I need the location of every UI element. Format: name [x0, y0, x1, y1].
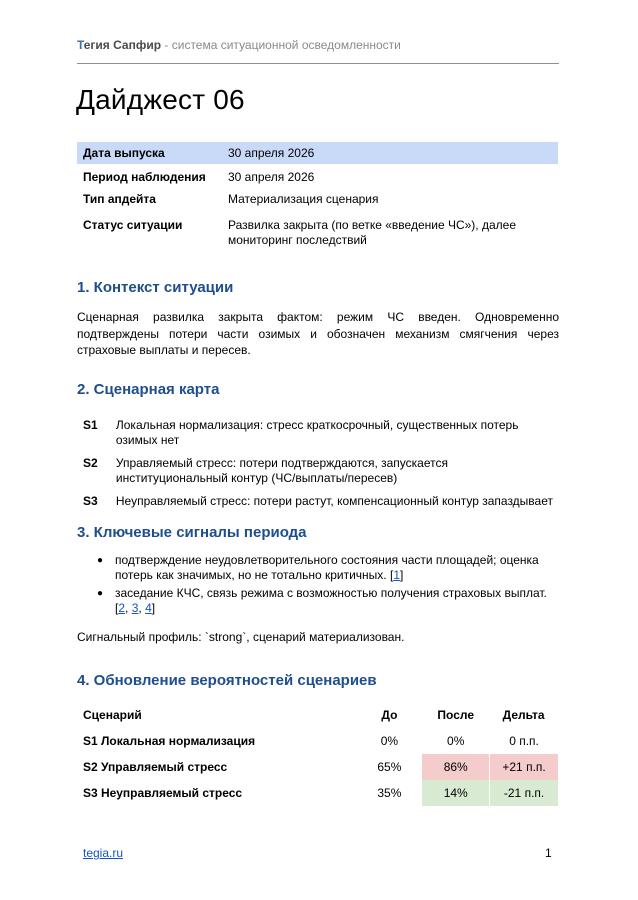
- table-header-row: [77, 702, 558, 728]
- meta-row: [77, 188, 558, 212]
- probability-before: 35%: [377, 785, 402, 800]
- scenario-row: [77, 494, 559, 509]
- signal-text: заседание КЧС, связь режима с возможностью получения страховых выплат.: [115, 586, 547, 600]
- scenario-text: Неуправляемый стресс: потери растут, компенсационный контур запаздывает: [115, 494, 553, 508]
- scenario-name: S2 Управляемый стресс: [83, 759, 228, 774]
- scenario-id: S3: [83, 494, 98, 508]
- page-title: Дайджест 06: [76, 84, 245, 115]
- section-heading-context: 1. Контекст ситуации: [77, 279, 234, 296]
- signals-list: [77, 553, 559, 619]
- signal-profile: Сигнальный профиль: `strong`, сценарий материализован.: [77, 630, 405, 644]
- probability-before: 0%: [380, 733, 399, 748]
- reference-link[interactable]: 4: [145, 601, 152, 615]
- probability-before: 65%: [377, 759, 402, 774]
- meta-row: [77, 164, 558, 188]
- reference-link[interactable]: 2: [118, 601, 126, 615]
- meta-value: Развилка закрыта (по ветке «введение ЧС»), далее мониторинг последствий: [228, 218, 516, 247]
- scenario-text: Локальная нормализация: стресс краткосрочный, существенных потерь озимых нет: [115, 418, 519, 447]
- table-row: [77, 754, 558, 780]
- meta-key: Тип апдейта: [83, 192, 156, 206]
- probability-delta: 0 п.п.: [489, 728, 558, 754]
- scenario-name: S1 Локальная нормализация: [83, 733, 256, 748]
- meta-value: 30 апреля 2026: [228, 170, 315, 184]
- column-header: До: [381, 707, 398, 722]
- probability-table: [77, 702, 558, 806]
- brand-name: Тегия Сапфир: [77, 38, 162, 52]
- reference-link[interactable]: 1: [393, 568, 400, 582]
- probability-delta: -21 п.п.: [489, 780, 558, 806]
- meta-value: Материализация сценария: [228, 192, 379, 206]
- probability-after: 0%: [447, 733, 465, 748]
- list-item: ● заседание КЧС, связь режима с возможностью получения страховых выплат. [2, 3, 4]: [97, 586, 547, 615]
- signal-text: подтверждение неудовлетворительного состояния части площадей; оценка потерь как значимых, но не тотально критичных.: [115, 553, 539, 582]
- bullet-dot-icon: ●: [97, 555, 104, 566]
- scenario-id: S1: [83, 418, 98, 432]
- meta-key: Период наблюдения: [83, 170, 206, 184]
- meta-key: Статус ситуации: [83, 218, 183, 232]
- meta-value: 30 апреля 2026: [222, 142, 558, 164]
- bullet-dot-icon: ●: [97, 588, 104, 599]
- table-row: [77, 728, 558, 754]
- table-row: [77, 780, 558, 806]
- column-header: Сценарий: [83, 707, 142, 722]
- meta-key: Дата выпуска: [77, 142, 222, 164]
- header-divider: [77, 63, 559, 64]
- list-item: ● подтверждение неудовлетворительного состояния части площадей; оценка потерь как значимых, но не тотально критичных. [1]: [97, 553, 539, 582]
- scenario-row: [77, 456, 559, 494]
- section-heading-scenario-map: 2. Сценарная карта: [77, 381, 220, 398]
- section-heading-probabilities: 4. Обновление вероятностей сценариев: [77, 672, 377, 689]
- meta-row: [77, 142, 558, 164]
- section-heading-signals: 3. Ключевые сигналы периода: [77, 524, 307, 541]
- footer-site-link[interactable]: tegia.ru: [83, 846, 124, 860]
- scenario-text: Управляемый стресс: потери подтверждаются, запускается институциональный контур (ЧС/выплаты/пересев): [115, 456, 448, 485]
- page-number: 1: [545, 846, 552, 860]
- probability-after: 14%: [422, 780, 489, 806]
- document-header: [77, 38, 401, 52]
- context-paragraph: Сценарная развилка закрыта фактом: режим ЧС введен. Одновременно подтверждены потери части озимых и обозначен механизм смягчения через страховые выплаты и пересев.: [77, 310, 559, 357]
- scenario-table: [77, 418, 559, 509]
- column-header: После: [437, 707, 475, 722]
- brand-subtitle: - система ситуационной осведомленности: [164, 38, 401, 52]
- reference-link[interactable]: 3: [131, 601, 139, 615]
- scenario-name: S3 Неуправляемый стресс: [83, 785, 243, 800]
- probability-delta: +21 п.п.: [489, 754, 558, 780]
- scenario-row: [77, 418, 559, 456]
- meta-row: [77, 212, 558, 248]
- probability-after: 86%: [422, 754, 489, 780]
- column-header: Дельта: [502, 707, 545, 722]
- scenario-id: S2: [83, 456, 98, 470]
- metadata-table: [77, 142, 558, 248]
